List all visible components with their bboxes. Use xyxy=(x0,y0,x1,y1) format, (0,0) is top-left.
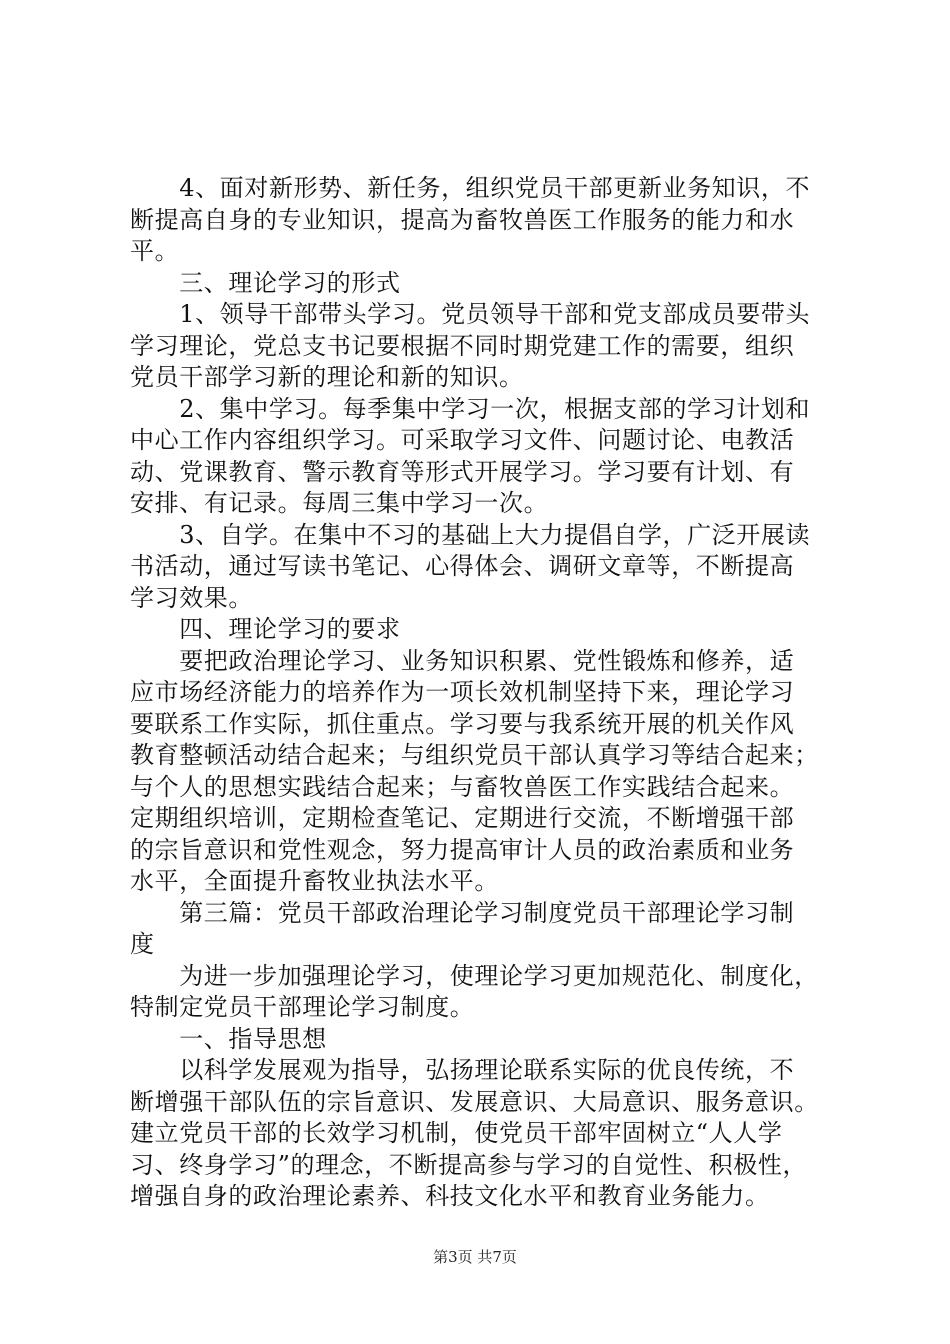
text-line: 4、面对新形势、新任务，组织党员干部更新业务知识，不 xyxy=(130,174,811,202)
text-line: 为进一步加强理论学习，使理论学习更加规范化、制度化， xyxy=(130,961,819,990)
text-line: 特制定党员干部理论学习制度。 xyxy=(130,993,475,1021)
text-line: 第三篇：党员干部政治理论学习制度党员干部理论学习制 xyxy=(130,898,795,927)
text-line: 三、理论学习的形式 xyxy=(130,268,401,297)
text-line: 1、领导干部带头学习。党员领导干部和党支部成员要带头 xyxy=(130,300,811,328)
text-line: 要联系工作实际，抓住重点。学习要与我系统开展的机关作风 xyxy=(130,709,795,738)
text-line: 定期组织培训，定期检查笔记、定期进行交流，不断增强干部 xyxy=(130,804,795,832)
text-line: 党员干部学习新的理论和新的知识。 xyxy=(130,363,524,391)
text-line: 中心工作内容组织学习。可采取学习文件、问题讨论、电教活 xyxy=(130,426,795,454)
text-line: 平。 xyxy=(130,237,180,265)
text-line: 2、集中学习。每季集中学习一次，根据支部的学习计划和 xyxy=(130,394,811,423)
text-line: 动、党课教育、警示教育等形式开展学习。学习要有计划、有 xyxy=(130,457,795,486)
page-footer: 第3页 共7页 xyxy=(433,1248,517,1266)
text-line: 习、终身学习”的理念，不断提高参与学习的自觉性、积极性， xyxy=(130,1150,808,1179)
text-line: 建立党员干部的长效学习机制，使党员干部牢固树立“人人学 xyxy=(130,1119,783,1147)
text-line: 与个人的思想实践结合起来；与畜牧兽医工作实践结合起来。 xyxy=(130,772,795,801)
text-line: 书活动，通过写读书笔记、心得体会、调研文章等，不断提高 xyxy=(130,552,795,580)
text-line: 水平，全面提升畜牧业执法水平。 xyxy=(130,867,499,895)
text-line: 教育整顿活动结合起来；与组织党员干部认真学习等结合起来； xyxy=(130,741,819,769)
text-line: 3、自学。在集中不习的基础上大力提倡自学，广泛开展读 xyxy=(130,520,811,549)
text-line: 一、指导思想 xyxy=(130,1024,327,1053)
text-line: 断提高自身的专业知识，提高为畜牧兽医工作服务的能力和水 xyxy=(130,205,795,234)
text-line: 以科学发展观为指导，弘扬理论联系实际的优良传统，不 xyxy=(130,1056,795,1084)
text-line: 安排、有记录。每周三集中学习一次。 xyxy=(130,489,549,517)
text-line: 的宗旨意识和党性观念，努力提高审计人员的政治素质和业务 xyxy=(130,835,795,864)
text-line: 应市场经济能力的培养作为一项长效机制坚持下来，理论学习 xyxy=(130,678,795,706)
document-body xyxy=(130,173,830,1213)
text-line: 度 xyxy=(130,930,155,958)
text-line: 学习效果。 xyxy=(130,583,253,612)
text-line: 断增强干部队伍的宗旨意识、发展意识、大局意识、服务意识。 xyxy=(130,1087,819,1116)
text-line: 四、理论学习的要求 xyxy=(130,615,401,643)
text-line: 要把政治理论学习、业务知识积累、党性锻炼和修养，适 xyxy=(130,646,795,675)
text-line: 增强自身的政治理论素养、科技文化水平和教育业务能力。 xyxy=(130,1182,770,1210)
text-line: 学习理论，党总支书记要根据不同时期党建工作的需要，组织 xyxy=(130,331,795,360)
